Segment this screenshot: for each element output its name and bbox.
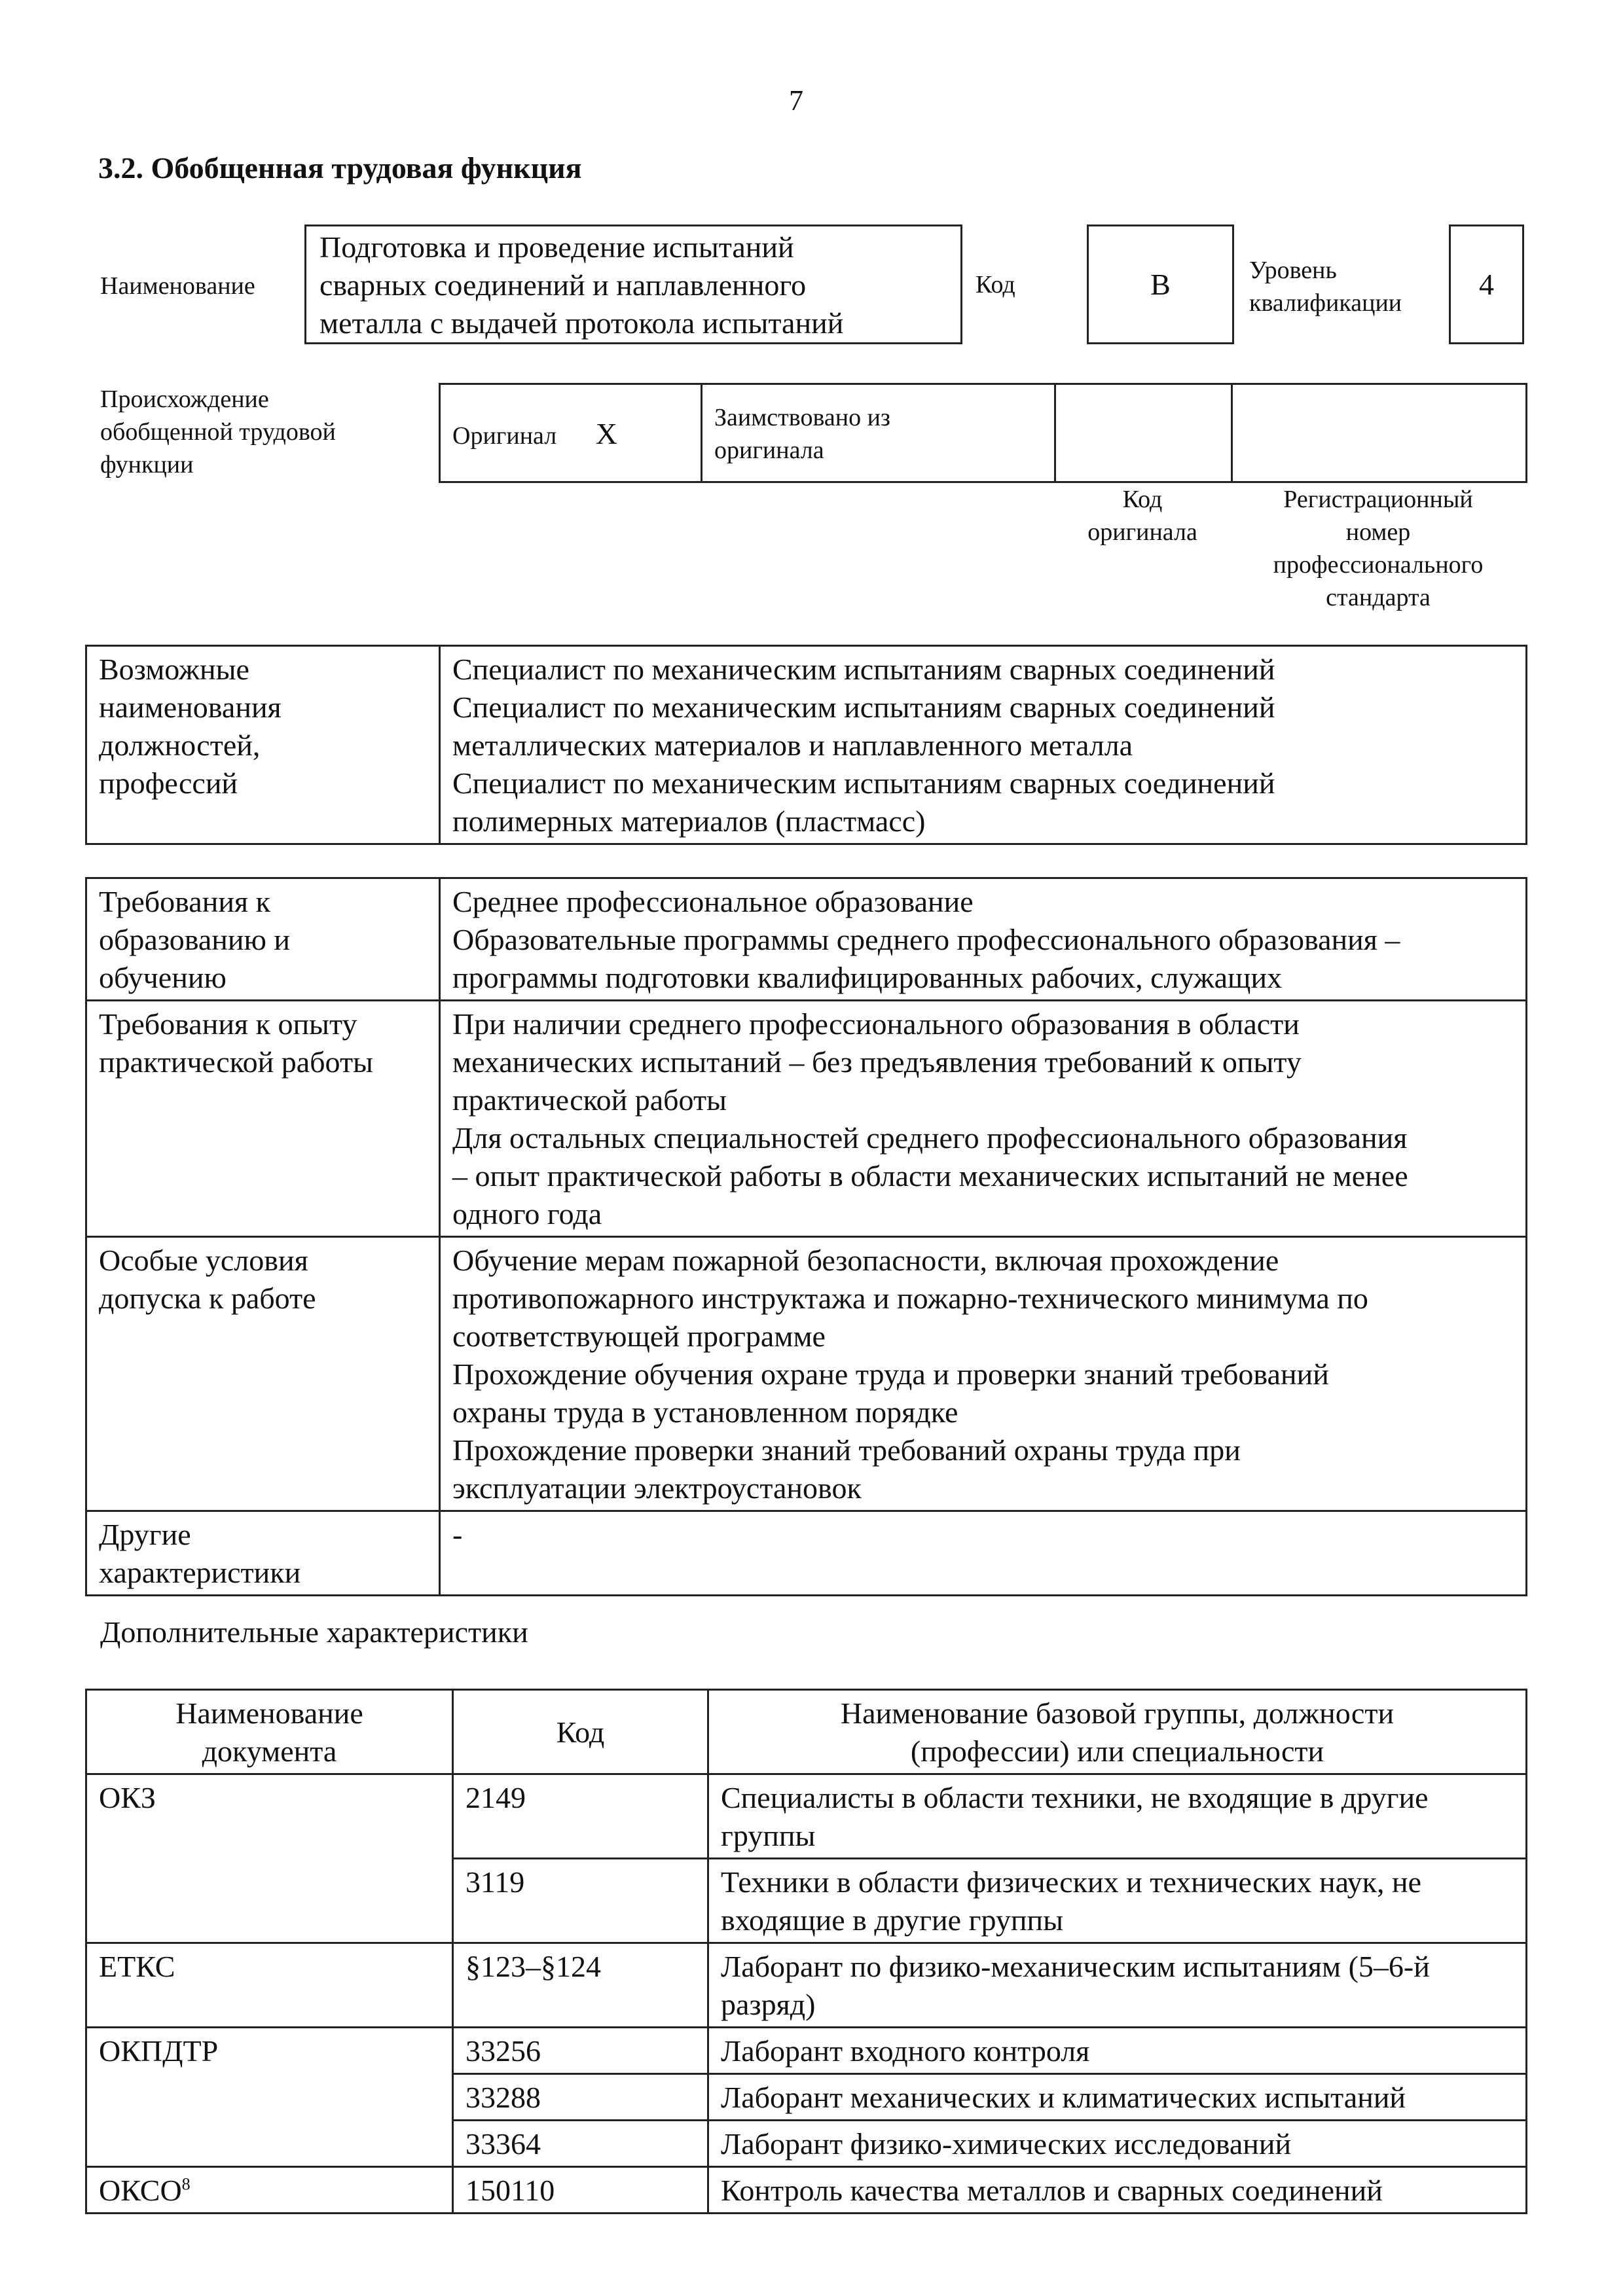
origin-label-line: обобщенной трудовой bbox=[100, 418, 336, 446]
req-value-cell bbox=[440, 1511, 1527, 1596]
table-row bbox=[86, 1943, 1527, 2028]
positions-label-line: профессий bbox=[99, 766, 238, 800]
name-cell bbox=[708, 2028, 1527, 2074]
original-cell bbox=[440, 384, 702, 482]
doc-cell bbox=[86, 2167, 453, 2214]
footnote-marker: 8 bbox=[181, 2174, 191, 2194]
positions-value-cell bbox=[440, 646, 1527, 844]
level-label bbox=[1249, 254, 1402, 319]
req-value-line: - bbox=[452, 1518, 463, 1551]
code-cell bbox=[453, 2167, 708, 2214]
name-line: Лаборант физико-химических исследований bbox=[721, 2127, 1292, 2161]
caption-line: Код bbox=[1122, 486, 1163, 513]
header-name-line: Наименование базовой группы, должности bbox=[840, 1696, 1395, 1730]
caption-line: профессионального bbox=[1273, 551, 1484, 579]
position-line: Специалист по механическим испытаниям сварных соединений bbox=[452, 691, 1275, 724]
req-value-line: Образовательные программы среднего профессионального образования – bbox=[452, 923, 1400, 956]
original-code-caption bbox=[1054, 483, 1231, 548]
doc-cell bbox=[86, 2028, 453, 2167]
caption-line: оригинала bbox=[1087, 518, 1197, 546]
borrowed-cell bbox=[702, 384, 1055, 482]
name-line: Лаборант по физико-механическим испытаниям (5–6-й bbox=[721, 1950, 1430, 1983]
req-value-line: Обучение мерам пожарной безопасности, включая прохождение bbox=[452, 1244, 1279, 1277]
original-label: Оригинал bbox=[452, 422, 557, 450]
reg-number-cell bbox=[1232, 384, 1527, 482]
req-value-line: практической работы bbox=[452, 1083, 727, 1117]
origin-table bbox=[439, 383, 1527, 483]
position-line: металлических материалов и наплавленного металла bbox=[452, 728, 1133, 762]
positions-label-line: Возможные bbox=[99, 653, 249, 686]
req-value-cell bbox=[440, 878, 1527, 1001]
req-label-line: обучению bbox=[99, 961, 227, 994]
code-cell bbox=[453, 2074, 708, 2121]
name-cell bbox=[708, 1859, 1527, 1943]
req-label-line: образованию и bbox=[99, 923, 290, 956]
original-mark: X bbox=[595, 416, 617, 450]
req-label-line: характеристики bbox=[99, 1556, 301, 1589]
function-name-line: сварных соединений и наплавленного bbox=[319, 268, 807, 302]
code-value: 2149 bbox=[465, 1781, 526, 1814]
table-row bbox=[86, 2167, 1527, 2214]
origin-label-line: Происхождение bbox=[100, 386, 269, 413]
req-value-line: При наличии среднего профессионального образования в области bbox=[452, 1007, 1300, 1041]
positions-label-line: наименования bbox=[99, 691, 282, 724]
borrowed-label-line: оригинала bbox=[714, 436, 824, 464]
req-label-cell bbox=[86, 878, 440, 1001]
doc-name: ОКПДТР bbox=[99, 2034, 219, 2068]
name-cell bbox=[708, 1943, 1527, 2028]
additional-table bbox=[85, 1689, 1527, 2214]
position-line: Специалист по механическим испытаниям сварных соединений bbox=[452, 653, 1275, 686]
req-value-line: Прохождение обучения охране труда и проверки знаний требований bbox=[452, 1357, 1329, 1391]
req-value-cell bbox=[440, 1237, 1527, 1511]
level-value: 4 bbox=[1479, 267, 1494, 301]
name-line: входящие в другие группы bbox=[721, 1903, 1063, 1937]
name-cell bbox=[708, 1774, 1527, 1859]
level-label-line: квалификации bbox=[1249, 289, 1402, 317]
req-label-line: Особые условия bbox=[99, 1244, 308, 1277]
additional-header-row bbox=[86, 1690, 1527, 1774]
function-name-box bbox=[304, 224, 962, 344]
code-cell bbox=[453, 1943, 708, 2028]
req-value-line: Среднее профессиональное образование bbox=[452, 885, 974, 918]
name-label: Наименование bbox=[100, 272, 255, 300]
doc-name: ОКЗ bbox=[99, 1781, 156, 1814]
code-value: 33288 bbox=[465, 2081, 541, 2114]
req-label-cell bbox=[86, 1511, 440, 1596]
origin-label-line: функции bbox=[100, 451, 194, 478]
level-value-box bbox=[1449, 224, 1524, 344]
name-cell bbox=[708, 2121, 1527, 2167]
req-value-line: одного года bbox=[452, 1197, 602, 1230]
req-value-line: Прохождение проверки знаний требований охраны труда при bbox=[452, 1433, 1241, 1467]
name-line: Лаборант входного контроля bbox=[721, 2034, 1090, 2068]
positions-label-line: должностей, bbox=[99, 728, 261, 762]
code-value-box bbox=[1087, 224, 1234, 344]
name-line: Специалисты в области техники, не входящие в другие bbox=[721, 1781, 1429, 1814]
caption-line: стандарта bbox=[1326, 584, 1431, 611]
header-code-cell bbox=[453, 1690, 708, 1774]
doc-cell bbox=[86, 1774, 453, 1943]
function-name-line: Подготовка и проведение испытаний bbox=[319, 230, 794, 264]
header-doc-line: Наименование bbox=[175, 1696, 363, 1730]
req-value-line: – опыт практической работы в области механических испытаний не менее bbox=[452, 1159, 1408, 1193]
doc-cell bbox=[86, 1943, 453, 2028]
name-line: Контроль качества металлов и сварных соединений bbox=[721, 2174, 1383, 2207]
code-cell bbox=[453, 2121, 708, 2167]
code-cell bbox=[453, 1774, 708, 1859]
req-value-line: охраны труда в установленном порядке bbox=[452, 1395, 958, 1429]
table-row bbox=[86, 1774, 1527, 1859]
req-value-line: противопожарного инструктажа и пожарно-технического минимума по bbox=[452, 1282, 1368, 1315]
positions-label-cell bbox=[86, 646, 440, 844]
table-row bbox=[86, 2028, 1527, 2074]
header-doc-line: документа bbox=[202, 1734, 337, 1768]
req-value-line: программы подготовки квалифицированных рабочих, служащих bbox=[452, 961, 1283, 994]
code-value: 3119 bbox=[465, 1865, 525, 1899]
positions-table bbox=[85, 645, 1527, 845]
code-value: 150110 bbox=[465, 2174, 555, 2207]
caption-line: Регистрационный bbox=[1283, 486, 1473, 513]
requirements-row-education bbox=[86, 878, 1527, 1001]
req-label-line: допуска к работе bbox=[99, 1282, 316, 1315]
name-cell bbox=[708, 2167, 1527, 2214]
req-value-line: механических испытаний – без предъявления требований к опыту bbox=[452, 1045, 1302, 1079]
original-code-cell bbox=[1055, 384, 1232, 482]
req-label-line: Требования к опыту bbox=[99, 1007, 357, 1041]
code-label: Код bbox=[976, 271, 1015, 298]
borrowed-label-line: Заимствовано из bbox=[714, 403, 890, 431]
requirements-table bbox=[85, 877, 1527, 1596]
name-line: разряд) bbox=[721, 1988, 816, 2021]
name-line: Техники в области физических и технических наук, не bbox=[721, 1865, 1422, 1899]
requirements-row-other bbox=[86, 1511, 1527, 1596]
additional-title: Дополнительные характеристики bbox=[100, 1615, 528, 1649]
req-label-line: Другие bbox=[99, 1518, 191, 1551]
position-line: полимерных материалов (пластмасс) bbox=[452, 804, 926, 838]
level-label-line: Уровень bbox=[1249, 257, 1337, 284]
req-label-line: практической работы bbox=[99, 1045, 373, 1079]
function-name-line: металла с выдачей протокола испытаний bbox=[319, 306, 844, 340]
header-code: Код bbox=[556, 1715, 605, 1749]
caption-line: номер bbox=[1345, 518, 1411, 546]
code-value: §123–§124 bbox=[465, 1950, 601, 1983]
req-label-cell bbox=[86, 1237, 440, 1511]
name-line: Лаборант механических и климатических испытаний bbox=[721, 2081, 1406, 2114]
header-doc-cell bbox=[86, 1690, 453, 1774]
code-value: 33256 bbox=[465, 2034, 541, 2068]
req-value-line: эксплуатации электроустановок bbox=[452, 1471, 862, 1505]
page-number: 7 bbox=[789, 84, 803, 117]
code-value: B bbox=[1150, 267, 1171, 301]
code-cell bbox=[453, 1859, 708, 1943]
section-title: 3.2. Обобщенная трудовая функция bbox=[98, 151, 582, 185]
header-name-cell bbox=[708, 1690, 1527, 1774]
req-value-line: Для остальных специальностей среднего профессионального образования bbox=[452, 1121, 1408, 1155]
req-value-line: соответствующей программе bbox=[452, 1319, 826, 1353]
req-label-line: Требования к bbox=[99, 885, 270, 918]
req-label-cell bbox=[86, 1001, 440, 1237]
requirements-row-conditions bbox=[86, 1237, 1527, 1511]
name-cell bbox=[708, 2074, 1527, 2121]
doc-name: ОКСО bbox=[99, 2174, 182, 2207]
reg-number-caption bbox=[1231, 483, 1525, 614]
position-line: Специалист по механическим испытаниям сварных соединений bbox=[452, 766, 1275, 800]
requirements-row-experience bbox=[86, 1001, 1527, 1237]
doc-name: ЕТКС bbox=[99, 1950, 175, 1983]
code-value: 33364 bbox=[465, 2127, 541, 2161]
name-line: группы bbox=[721, 1819, 816, 1852]
origin-label bbox=[100, 383, 336, 481]
code-cell bbox=[453, 2028, 708, 2074]
header-name-line: (профессии) или специальности bbox=[910, 1734, 1324, 1768]
req-value-cell bbox=[440, 1001, 1527, 1237]
